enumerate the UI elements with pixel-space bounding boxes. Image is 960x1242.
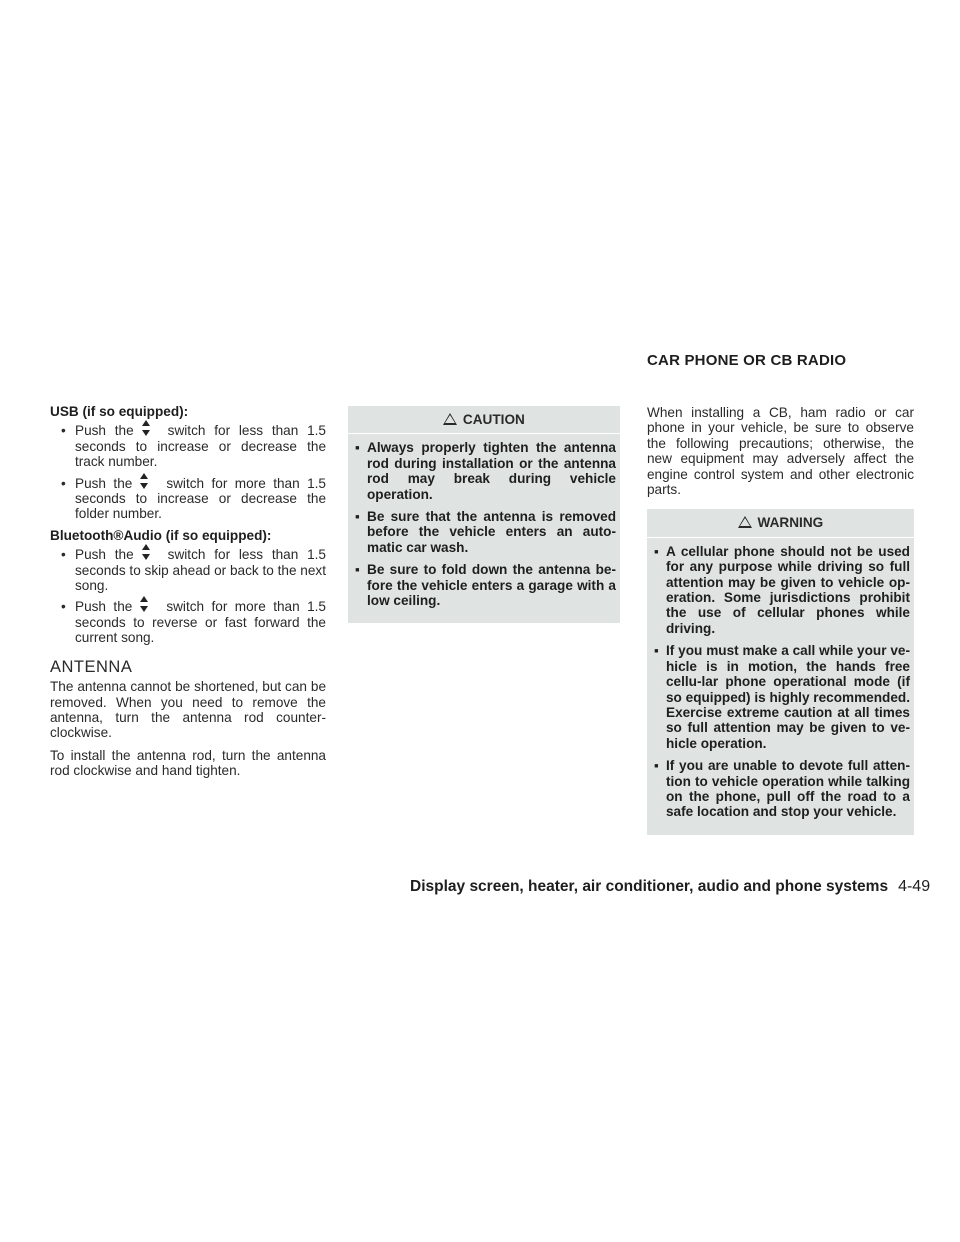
bullet: • bbox=[61, 599, 66, 615]
bullet: ▪ bbox=[355, 440, 360, 456]
usb-heading: USB (if so equipped): bbox=[50, 404, 189, 419]
warning-triangle-icon bbox=[443, 413, 457, 425]
bt-item-1 bbox=[50, 547, 326, 593]
section-title: CAR PHONE OR CB RADIO bbox=[647, 352, 847, 369]
warning-item-text: A cellular phone should not be used for any purpose while driving so full attention may be given to vehicle op-eration. Some jurisdictions prohibit the use of cellular phones while driving. bbox=[666, 543, 910, 636]
bullet: • bbox=[61, 475, 66, 491]
usb-item-1 bbox=[50, 423, 326, 469]
item-lead: Push the bbox=[75, 423, 134, 439]
item-text: switch for less than 1.5 seconds to increase or decrease the track number. bbox=[75, 423, 326, 470]
item-lead: Push the bbox=[75, 475, 133, 491]
caution-item bbox=[352, 509, 616, 555]
page-footer bbox=[410, 878, 930, 896]
caution-item bbox=[352, 440, 616, 502]
bullet: ▪ bbox=[355, 509, 360, 525]
caution-item-text: Be sure that the antenna is removed before the vehicle enters an auto-matic car wash. bbox=[367, 509, 616, 555]
antenna-paragraph-1: The antenna cannot be shortened, but can be removed. When you need to remove the antenna, turn the antenna rod counter-clockwise. bbox=[50, 679, 326, 741]
bullet: • bbox=[61, 547, 66, 563]
caution-title: CAUTION bbox=[462, 412, 525, 427]
item-lead: Push the bbox=[75, 599, 133, 615]
bluetooth-heading: Bluetooth®Audio (if so equipped): bbox=[50, 527, 272, 543]
warning-item-text: If you are unable to devote full atten-tion to vehicle operation while talking on the phone, pull off the road to a safe location and stop your vehicle. bbox=[666, 758, 910, 820]
left-column bbox=[50, 404, 326, 786]
bullet: ▪ bbox=[355, 562, 360, 578]
warning-title: WARNING bbox=[757, 515, 824, 531]
item-lead: Push the bbox=[75, 547, 134, 563]
up-down-switch-icon bbox=[142, 420, 151, 440]
up-down-switch-icon bbox=[142, 544, 151, 564]
bullet: ▪ bbox=[654, 643, 659, 659]
page-number: 4-49 bbox=[898, 878, 931, 895]
middle-column bbox=[348, 406, 620, 623]
up-down-switch-icon bbox=[140, 596, 149, 616]
antenna-paragraph-2: To install the antenna rod, turn the antenna rod clockwise and hand tighten. bbox=[50, 747, 326, 779]
item-text: switch for less than 1.5 seconds to skip ahead or back to the next song. bbox=[75, 547, 326, 594]
warning-item bbox=[651, 758, 910, 820]
bullet: ▪ bbox=[654, 758, 659, 774]
usb-item-2 bbox=[50, 476, 326, 522]
chapter-title: Display screen, heater, air conditioner, audio and phone systems bbox=[410, 878, 889, 895]
caution-item bbox=[352, 562, 616, 608]
caution-item-text: Be sure to fold down the antenna be-fore the vehicle enters a garage with a low ceiling. bbox=[367, 562, 616, 609]
caution-item-text: Always properly tighten the antenna rod during installation or the antenna rod may break during vehicle operation. bbox=[367, 440, 616, 502]
warning-title-bar bbox=[647, 512, 914, 537]
up-down-switch-icon bbox=[140, 473, 149, 493]
warning-item-text: If you must make a call while your ve-hicle is in motion, the hands free cellu-lar phone operational mode (if so equipped) is highly recommended. Exercise extreme caution at all times so full attention may be given to ve-hicle operation. bbox=[666, 643, 910, 751]
right-column bbox=[647, 405, 914, 835]
bullet: ▪ bbox=[654, 543, 659, 559]
warning-triangle-icon bbox=[738, 516, 752, 528]
item-text: switch for more than 1.5 seconds to increase or decrease the folder number. bbox=[75, 475, 326, 522]
warning-item bbox=[651, 643, 910, 751]
warning-item bbox=[651, 544, 910, 636]
intro-paragraph: When installing a CB, ham radio or car phone in your vehicle, be sure to observe the following precautions; otherwise, the new equipment may adversely affect the engine control system and other electronic parts. bbox=[647, 405, 914, 498]
warning-box bbox=[647, 509, 914, 834]
caution-title-bar bbox=[348, 409, 620, 434]
caution-box bbox=[348, 406, 620, 623]
item-text: switch for more than 1.5 seconds to reverse or fast forward the current song. bbox=[75, 599, 326, 646]
bullet: • bbox=[61, 423, 66, 439]
bt-item-2 bbox=[50, 599, 326, 645]
antenna-heading: ANTENNA bbox=[50, 657, 133, 676]
